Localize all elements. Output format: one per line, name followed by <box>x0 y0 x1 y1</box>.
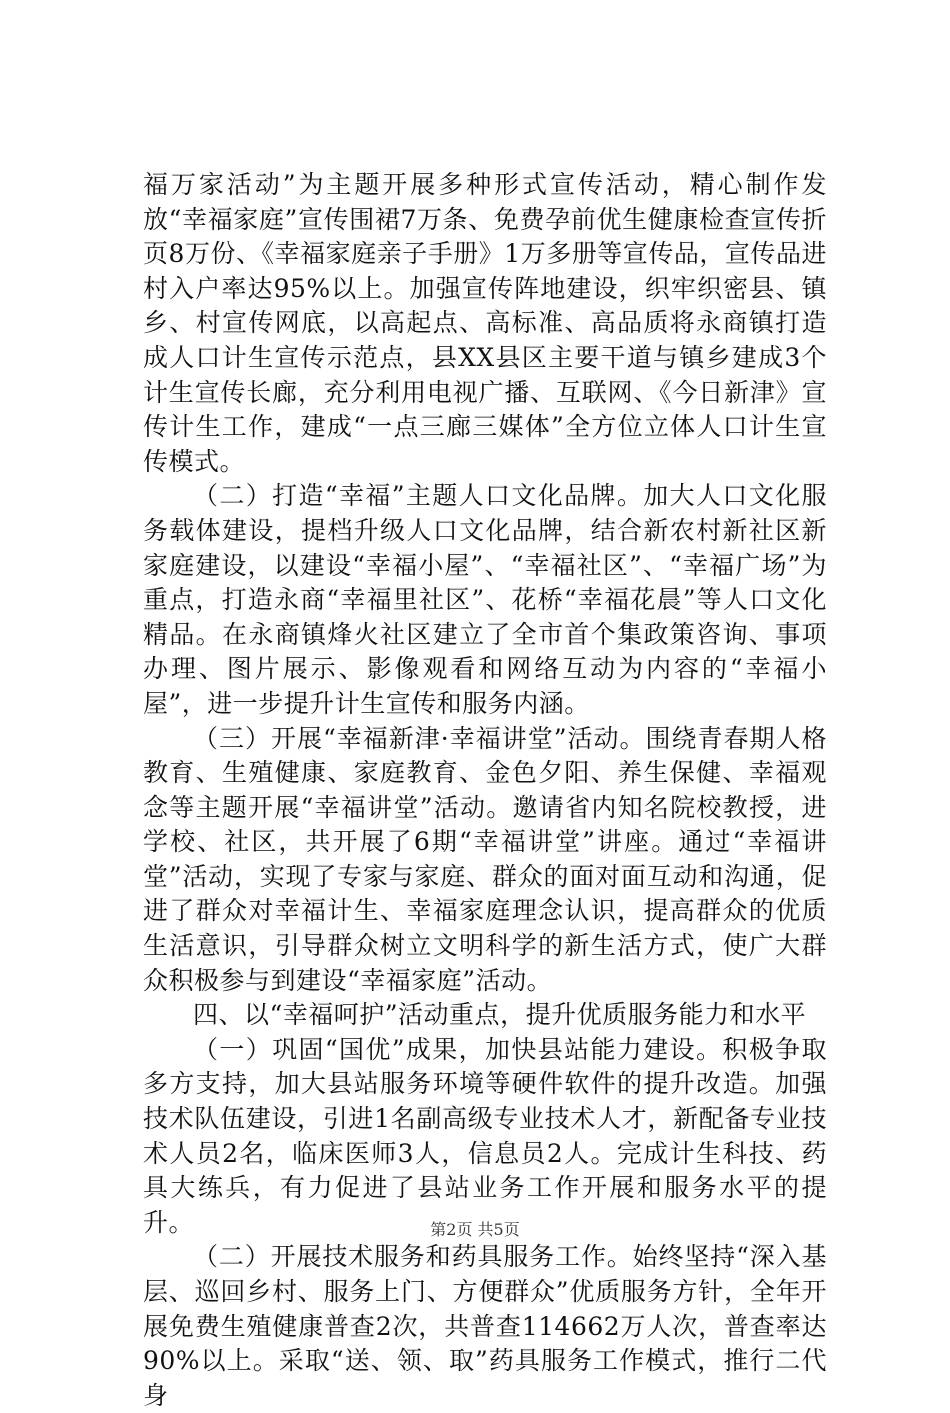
paragraph-continuation: 福万家活动”为主题开展多种形式宣传活动，精心制作发放“幸福家庭”宣传围裙7万条、免费孕前优生健康检查宣传折页8万份、《幸福家庭亲子手册》1万多册等宣传品，宣传品进村入户率达95%以上。加强宣传阵地建设，织牢织密县、镇乡、村宣传网底，以高起点、高标准、高品质将永商镇打造成人口计生宣传示范点，县XX县区主要干道与镇乡建成3个计生宣传长廊，充分利用电视广播、互联网、《今日新津》宣传计生工作，建成“一点三廊三媒体”全方位立体人口计生宣传模式。 <box>143 170 827 476</box>
paragraph-technical-service: （二）开展技术服务和药具服务工作。始终坚持“深入基层、巡回乡村、服务上门、方便群众”优质服务方针，全年开展免费生殖健康普查2次，共普查114662万人次，普查率达90%以上。采取“送、领、取”药具服务工作模式，推行二代身 <box>143 1242 827 1410</box>
page-number-footer: 第2页 共5页 <box>430 1220 520 1239</box>
paragraph-county-station: （一）巩固“国优”成果，加快县站能力建设。积极争取多方支持，加大县站服务环境等硬件软件的提升改造。加强技术队伍建设，引进1名副高级专业技术人才，新配备专业技术人员2名，临床医师3人，信息员2人。完成计生科技、药具大练兵，有力促进了县站业务工作开展和服务水平的提升。 <box>143 1034 827 1237</box>
paragraph-happiness-lecture: （三）开展“幸福新津·幸福讲堂”活动。围绕青春期人格教育、生殖健康、家庭教育、金色夕阳、养生保健、幸福观念等主题开展“幸福讲堂”活动。邀请省内知名院校教授，进学校、社区，共开展了6期“幸福讲堂”讲座。通过“幸福讲堂”活动，实现了专家与家庭、群众的面对面互动和沟通，促进了群众对幸福计生、幸福家庭理念认识，提高群众的优质生活意识，引导群众树立文明科学的新生活方式，使广大群众积极参与到建设“幸福家庭”活动。 <box>143 723 827 995</box>
paragraph-population-culture-brand: （二）打造“幸福”主题人口文化品牌。加大人口文化服务载体建设，提档升级人口文化品牌，结合新农村新社区新家庭建设，以建设“幸福小屋”、“幸福社区”、“幸福广场”为重点，打造永商“幸福里社区”、花桥“幸福花晨”等人口文化精品。在永商镇烽火社区建立了全市首个集政策咨询、事项办理、图片展示、影像观看和网络互动为内容的“幸福小屋”，进一步提升计生宣传和服务内涵。 <box>143 481 827 718</box>
section-heading-four: 四、以“幸福呵护”活动重点，提升优质服务能力和水平 <box>193 1000 807 1030</box>
